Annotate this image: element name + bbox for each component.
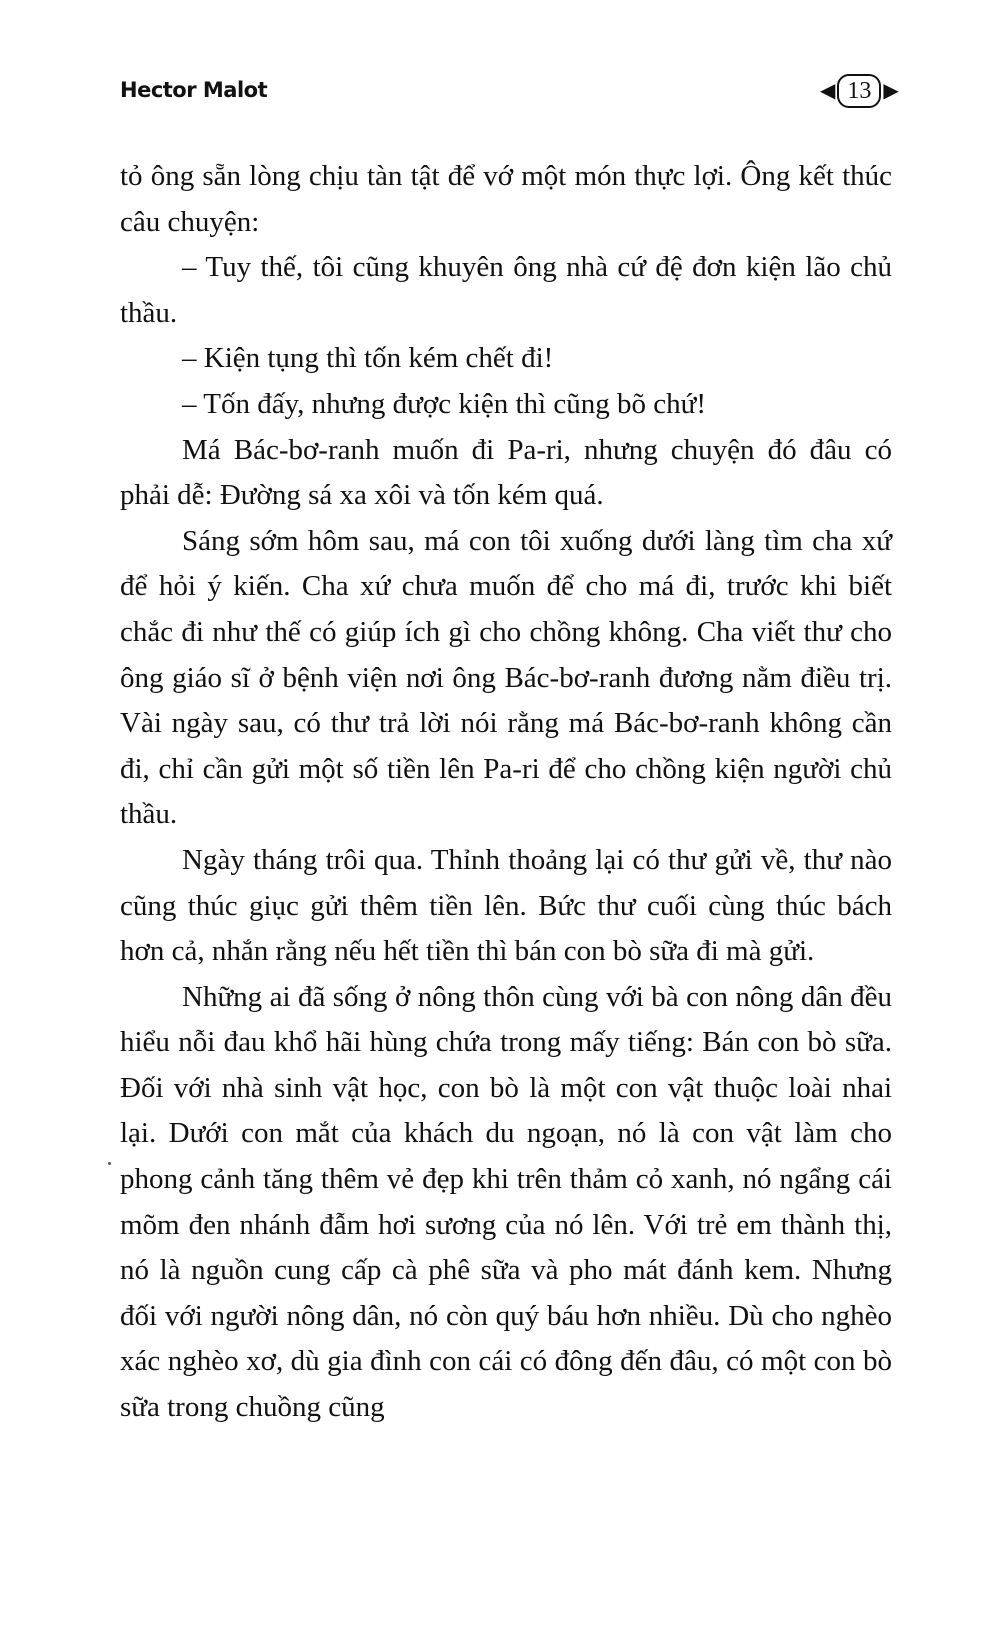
paragraph: Ngày tháng trôi qua. Thỉnh thoảng lại có thư gửi về, thư nào cũng thúc giục gửi thêm tiền lên. Bức thư cuối cùng thúc bách hơn cả, nhắn rằng nếu hết tiền thì bán con bò sữa đi mà gửi. (120, 843, 892, 968)
paragraph: – Tốn đấy, nhưng được kiện thì cũng bõ chứ! (182, 387, 706, 420)
paragraph: tỏ ông sẵn lòng chịu tàn tật để vớ một món thực lợi. Ông kết thúc câu chuyện: (120, 160, 892, 238)
print-speck (108, 1162, 111, 1165)
running-head-author: Hector Malot (120, 78, 268, 102)
paragraph: Sáng sớm hôm sau, má con tôi xuống dưới làng tìm cha xứ để hỏi ý kiến. Cha xứ chưa muốn để cho má đi, trước khi biết chắc đi như thế có giúp ích gì cho chồng không. Cha viết thư cho ông giáo sĩ ở bệnh viện nơi ông Bác-bơ-ranh đương nằm điều trị. Vài ngày sau, có thư trả lời nói rằng má Bác-bơ-ranh không cần đi, chỉ cần gửi một số tiền lên Pa-ri để cho chồng kiện người chủ thầu. (120, 524, 892, 831)
paragraph: Những ai đã sống ở nông thôn cùng với bà con nông dân đều hiểu nỗi đau khổ hãi hùng chứa trong mấy tiếng: Bán con bò sữa. Đối với nhà sinh vật học, con bò là một con vật thuộc loài nhai lại. Dưới con mắt của khách du ngoạn, nó là con vật làm cho phong cảnh tăng thêm vẻ đẹp khi trên thảm cỏ xanh, nó ngẩng cái mõm đen nhánh đẫm hơi sương của nó lên. Với trẻ em thành thị, nó là nguồn cung cấp cà phê sữa và pho mát đánh kem. Nhưng đối với người nông dân, nó còn quý báu hơn nhiều. Dù cho nghèo xác nghèo xơ, dù gia đình con cái có đông đến đâu, có một con bò sữa trong chuồng cũng (120, 980, 892, 1424)
page-number-marker (820, 74, 899, 108)
paragraph: – Tuy thế, tôi cũng khuyên ông nhà cứ đệ đơn kiện lão chủ thầu. (120, 251, 892, 329)
page-number: 13 (837, 74, 881, 108)
paragraph: – Kiện tụng thì tốn kém chết đi! (182, 342, 554, 375)
right-triangle-icon: ▶ (883, 80, 899, 102)
left-triangle-icon: ◀ (820, 80, 836, 102)
body-text (120, 154, 892, 1431)
paragraph: Má Bác-bơ-ranh muốn đi Pa-ri, nhưng chuyện đó đâu có phải dễ: Đường sá xa xôi và tốn kém quá. (120, 433, 892, 512)
